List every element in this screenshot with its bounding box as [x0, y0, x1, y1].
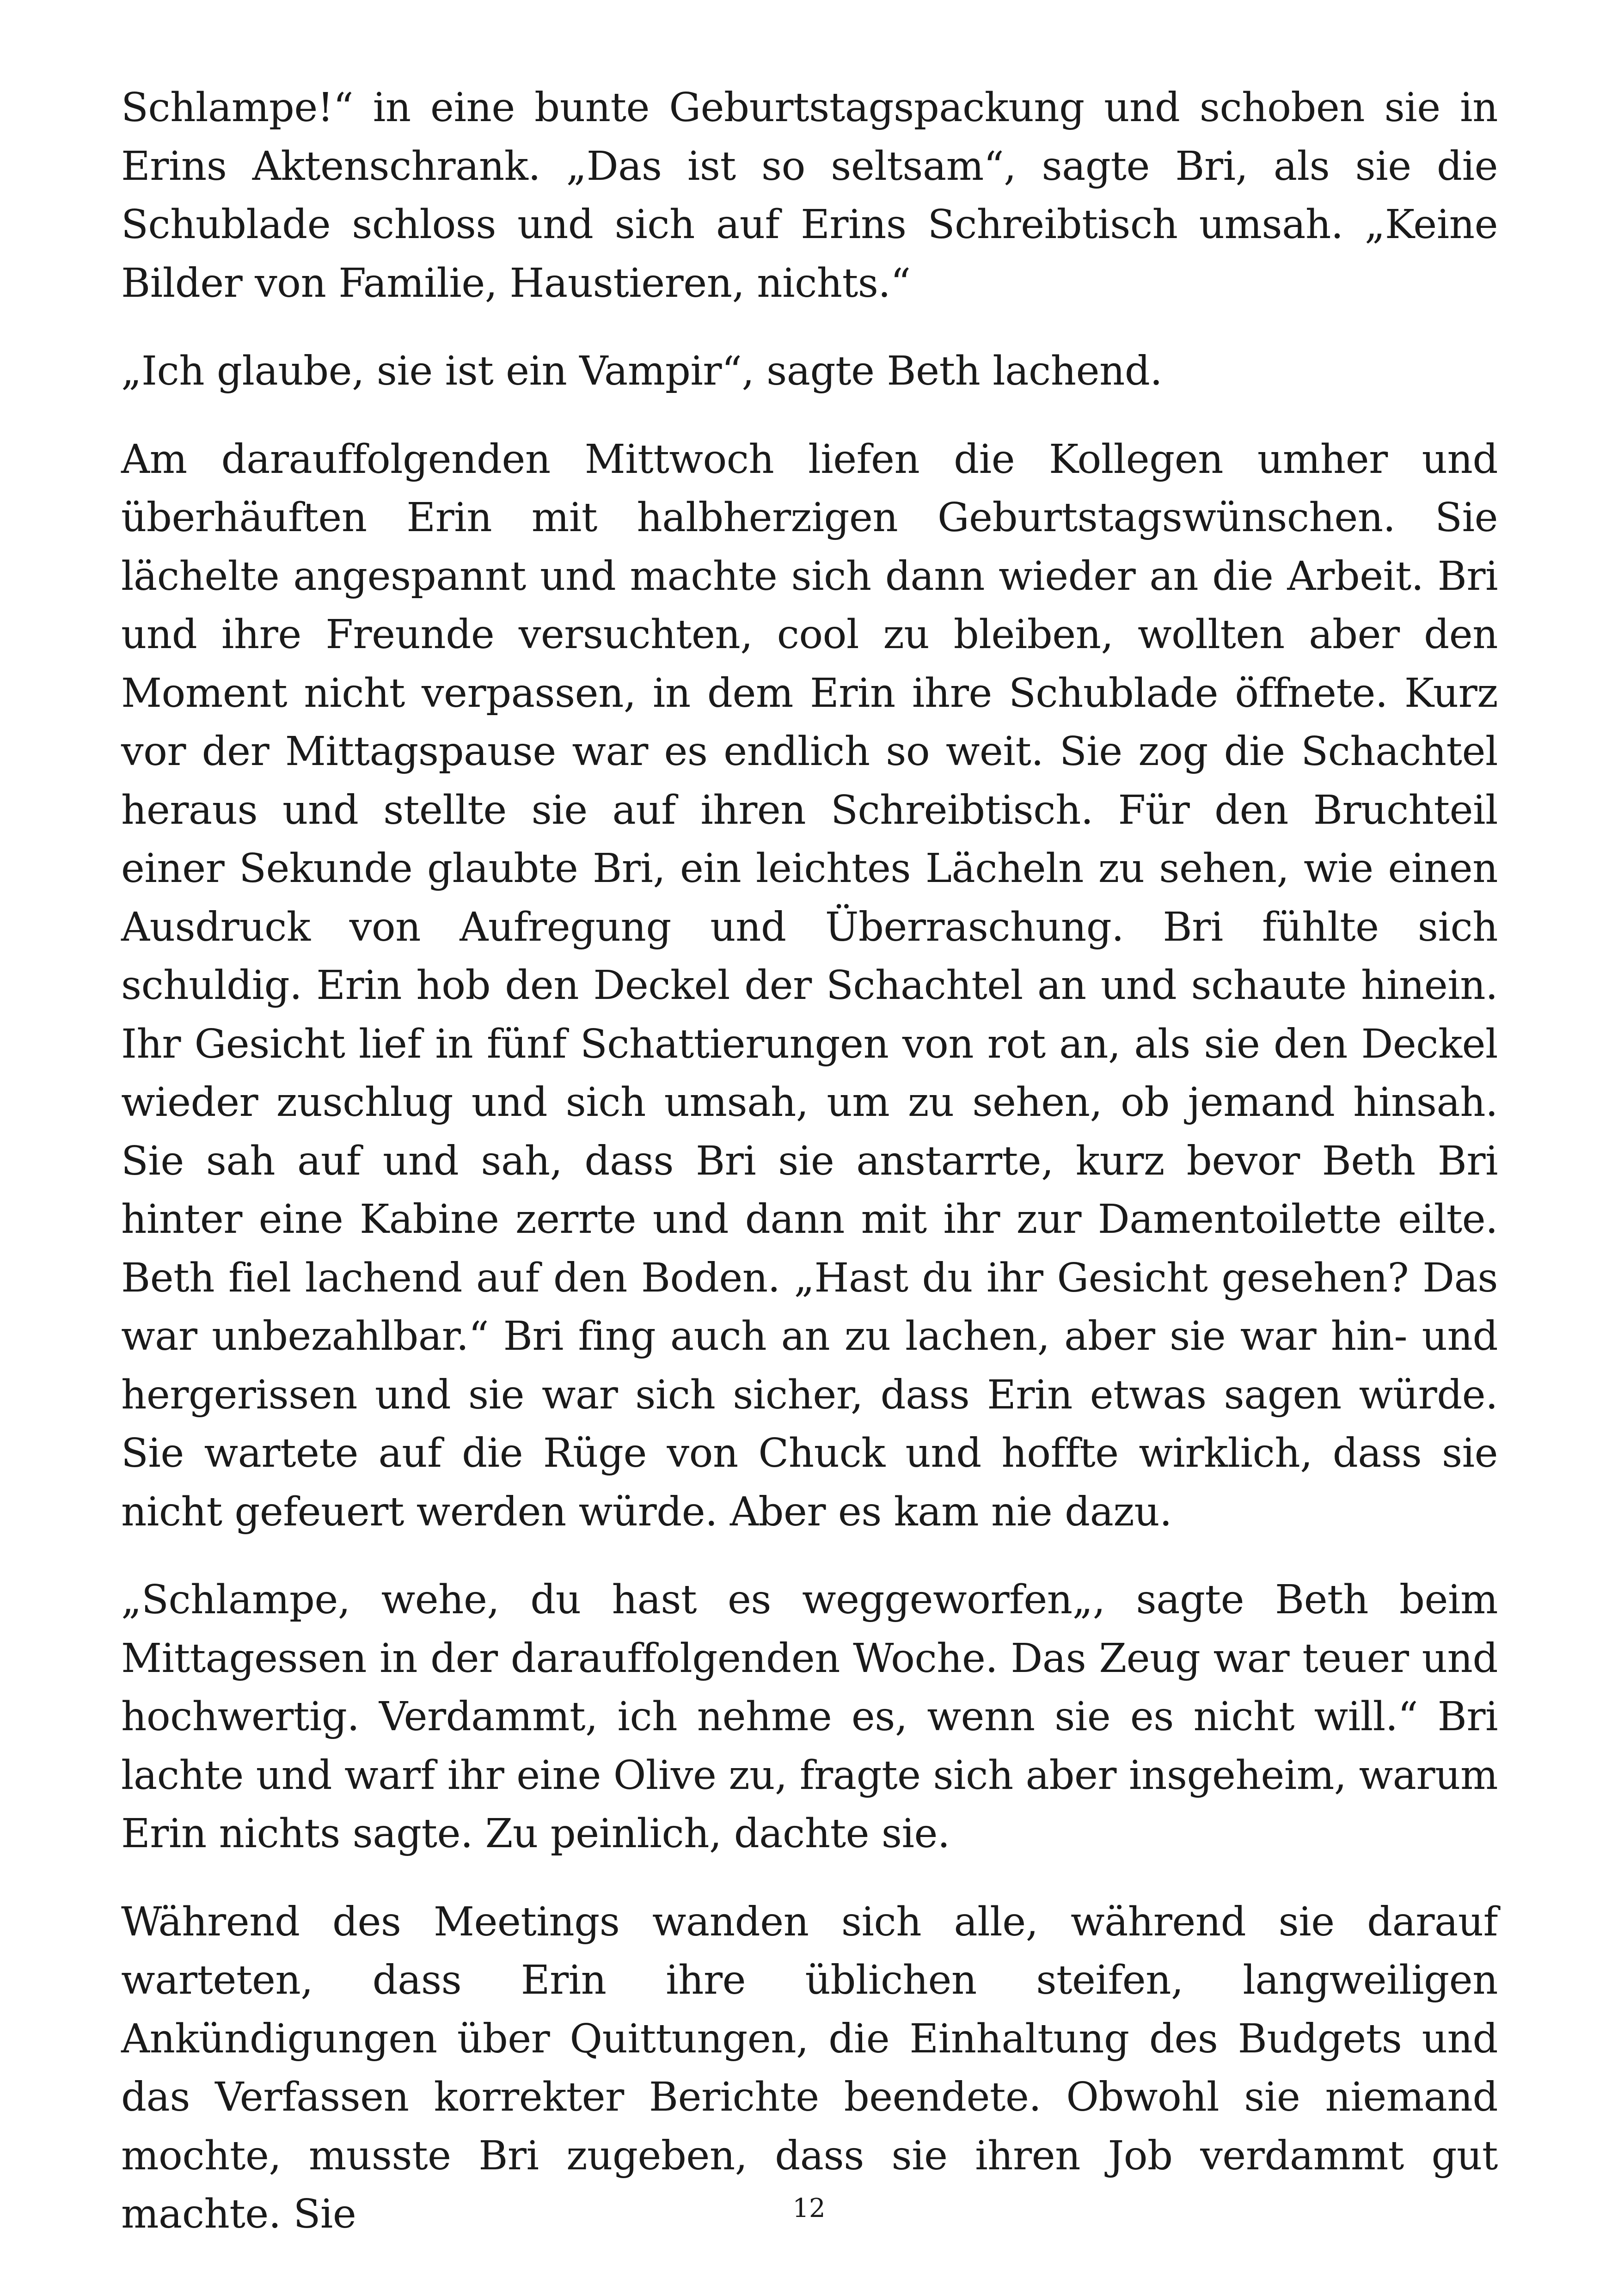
paragraph-1: Schlampe!“ in eine bunte Geburtstagspackung und schoben sie in Erins Aktenschrank. „Das ist so seltsam“, sagte Bri, als sie die Schublade schloss und sich auf Erins Schreibtisch umsah. „Keine Bilder von Familie, Haustieren, nichts.“	[121, 85, 1498, 306]
page-body	[121, 79, 1498, 2244]
page-number: 12	[792, 2193, 826, 2223]
paragraph-3: Am darauffolgenden Mittwoch liefen die Kollegen umher und überhäuften Erin mit halbherzigen Geburtstagswünschen. Sie lächelte angespannt und machte sich dann wieder an die Arbeit. Bri und ihre Freunde versuchten, cool zu bleiben, wollten aber den Moment nicht verpassen, in dem Erin ihre Schublade öffnete. Kurz vor der Mittagspause war es endlich so weit. Sie zog die Schachtel heraus und stellte sie auf ihren Schreibtisch. Für den Bruchteil einer Sekunde glaubte Bri, ein leichtes Lächeln zu sehen, wie einen Ausdruck von Aufregung und Überraschung. Bri fühlte sich schuldig. Erin hob den Deckel der Schachtel an und schaute hinein. Ihr Gesicht lief in fünf Schattierungen von rot an, als sie den Deckel wieder zuschlug und sich umsah, um zu sehen, ob jemand hinsah. Sie sah auf und sah, dass Bri sie anstarrte, kurz bevor Beth Bri hinter eine Kabine zerrte und dann mit ihr zur Damentoilette eilte. Beth fiel lachend auf den Boden. „Hast du ihr Gesicht gesehen? Das war unbezahlbar.“ Bri fing auch an zu lachen, aber sie war hin- und hergerissen und sie war sich sicher, dass Erin etwas sagen würde. Sie wartete auf die Rüge von Chuck und hoffte wirklich, dass sie nicht gefeuert werden würde. Aber es kam nie dazu.	[121, 436, 1498, 1535]
paragraph-5: Während des Meetings wanden sich alle, während sie darauf warteten, dass Erin ihre üblichen steifen, langweiligen Ankündigungen über Quittungen, die Einhaltung des Budgets und das Verfassen korrekter Berichte beendete. Obwohl sie niemand mochte, musste Bri zugeben, dass sie ihren Job verdammt gut machte. Sie	[121, 1898, 1498, 2237]
paragraph-4: „Schlampe, wehe, du hast es weggeworfen„, sagte Beth beim Mittagessen in der darauffolgenden Woche. Das Zeug war teuer und hochwertig. Verdammt, ich nehme es, wenn sie es nicht will.“ Bri lachte und warf ihr eine Olive zu, fragte sich aber insgeheim, warum Erin nichts sagte. Zu peinlich, dachte sie.	[121, 1577, 1498, 1857]
paragraph-2: „Ich glaube, sie ist ein Vampir“, sagte Beth lachend.	[121, 348, 1163, 394]
